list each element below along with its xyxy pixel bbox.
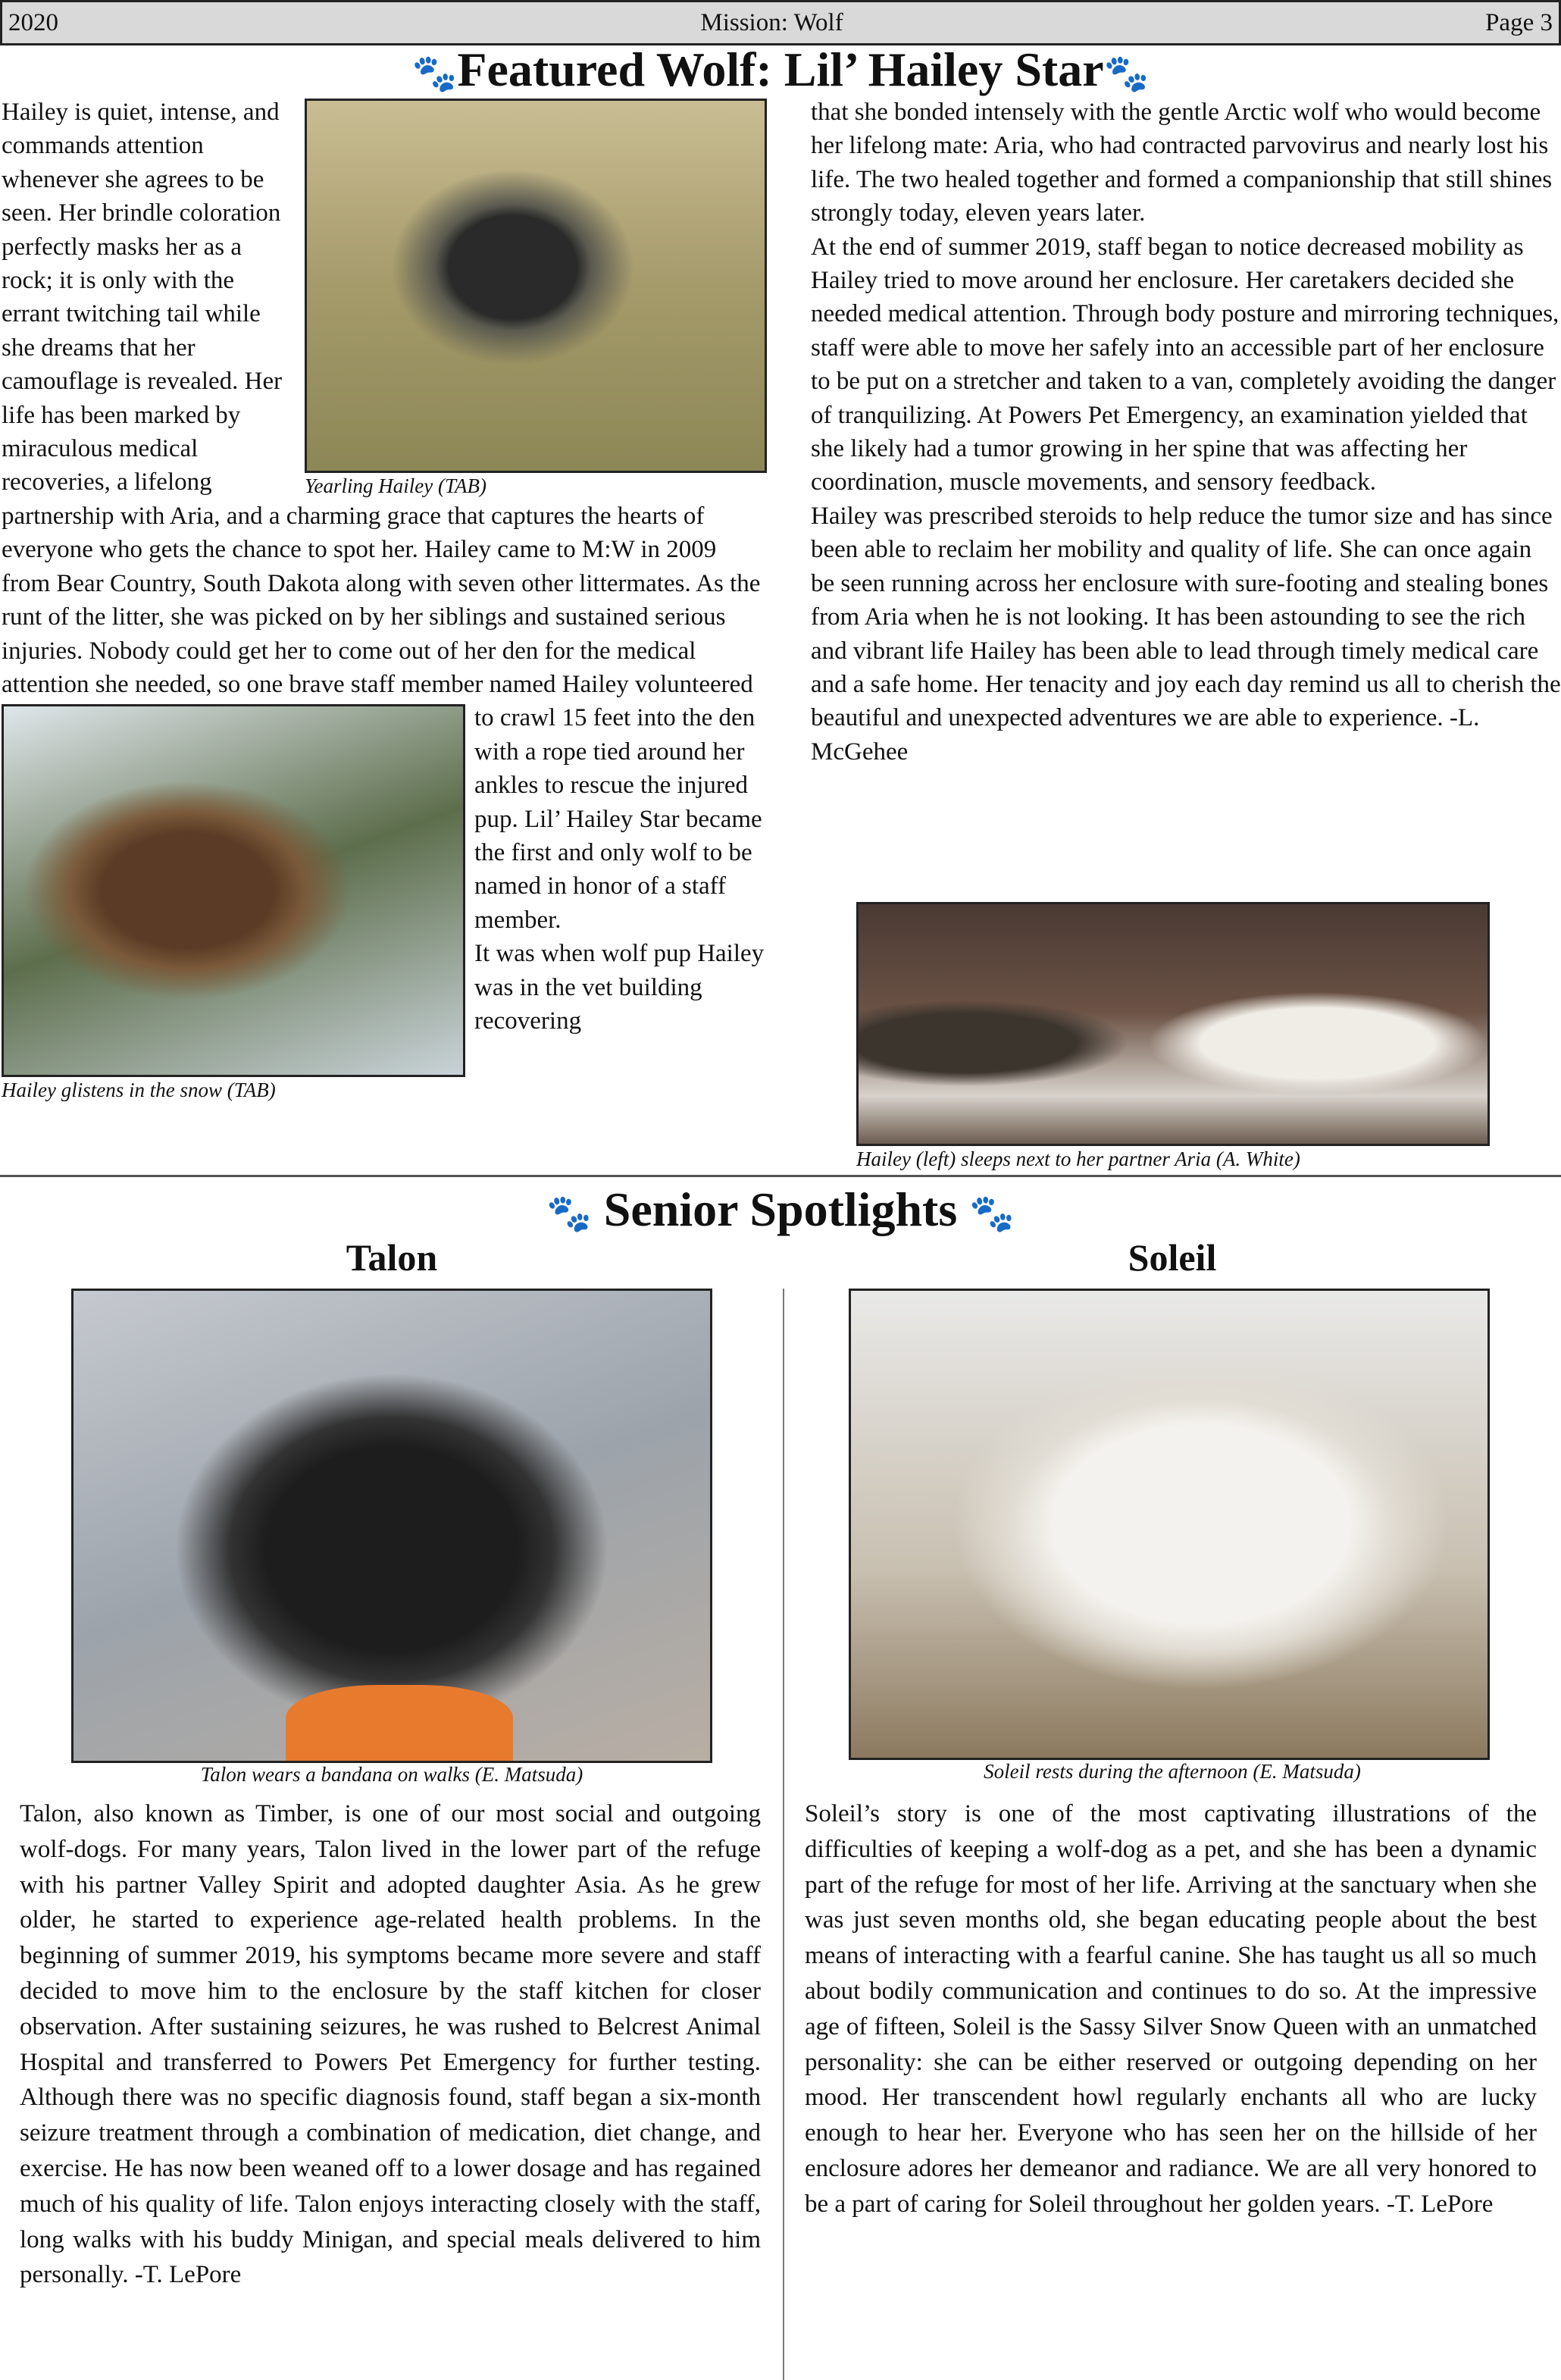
yearling-figure (305, 96, 767, 499)
paw-icon: 🐾 (1103, 54, 1150, 95)
partner-caption: Hailey (left) sleeps next to her partner Aria (A. White) (856, 1148, 1300, 1170)
hailey-snow-photo (2, 704, 465, 1077)
seniors-title-text: Senior Spotlights (603, 1182, 958, 1236)
yearling-hailey-photo (305, 99, 767, 473)
soleil-heading: Soleil (1128, 1236, 1217, 1279)
paw-icon: 🐾 (969, 1194, 1015, 1235)
soleil-text: Soleil’s story is one of the most captivating illustrations of the difficulties of keeping a wolf-dog as a pet, and she has been a dynamic part of the refuge for most of her life. Arriving at the sanctuary when she was just seven months old, she began educating people about the best means of interacting with a fearful canine. She has taught us all so much about bodily communication and continues to do so. At the impressive age of fifteen, Soleil is the Sassy Silver Snow Queen with an unmatched personality: she can be either reserved or outgoing depending on her mood. Her transcendent howl regularly enchants all who are lucky enough to hear her. Everyone who has seen her on the hillside of her enclosure adores her demeanor and radiance. We are all very honored to be a part of caring for Soleil throughout her golden years. -T. LePore (805, 1800, 1537, 2218)
snow-caption: Hailey glistens in the snow (TAB) (2, 1079, 276, 1102)
featured-paragraph: Hailey was prescribed steroids to help reduce the tumor size and has since been able to reclaim her mobility and quality of life. She can once again be seen running across her enclosure with sure-footing and stealing bones from Aria when he is not looking. It has been astounding to see the rich and vibrant life Hailey has been able to lead through timely medical care and a safe home. Her tenacity and joy each day remind us all to cherish the beautiful and unexpected adventures we are able to experience. -L. McGehee (811, 502, 1561, 766)
featured-paragraph: that she bonded intensely with the gentle Arctic wolf who would become her lifelong mate: Aria, who had contracted parvovirus and nearly lost his life. The two healed together and formed a companionship that still shines strongly today, eleven years later. (811, 99, 1553, 227)
featured-text-part3: It was when wolf pup Hailey was in the vet building recovering (474, 940, 765, 1035)
featured-text-part2: volunteered to crawl 15 feet into the den with a rope tied around her ankles to rescue the injured pup. Lil’ Hailey Star became the first and only wolf to be named in honor of a staff member. (474, 670, 762, 934)
featured-title-text: Featured Wolf: Lil’ Hailey Star (457, 42, 1104, 96)
talon-photo (71, 1289, 712, 1763)
header-year: 2020 (8, 8, 58, 36)
paw-icon: 🐾 (546, 1194, 592, 1235)
featured-left-column (2, 96, 767, 1103)
featured-paragraph: At the end of summer 2019, staff began to notice decreased mobility as Hailey tried to move around her enclosure. Her caretakers decided she needed medical attention. Through body posture and mirroring techniques, staff were able to move her safely into an accessible part of her enclosure to be put on a stretcher and taken to a van, completely avoiding the danger of tranquilizing. At Powers Pet Emergency, an examination yielded that she likely had a tumor growing in her spine that was affecting her coordination, muscle movements, and sensory feedback. (811, 233, 1559, 496)
snow-figure (2, 704, 465, 1103)
section-divider (0, 1175, 1561, 1177)
talon-heading: Talon (346, 1236, 438, 1279)
talon-text: Talon, also known as Timber, is one of our most social and outgoing wolf-dogs. For many years, Talon lived in the lower part of the refuge with his partner Valley Spirit and adopted daughter Asia. As he grew older, he started to experience age-related health problems. In the beginning of summer 2019, his symptoms became more severe and staff decided to move him to the enclosure by the staff kitchen for closer observation. After sustaining seizures, he was rushed to Belcrest Animal Hospital and transferred to Powers Pet Emergency for further testing. Although there was no specific diagnosis found, staff began a six-month seizure treatment through a combination of medication, diet change, and exercise. He has now been weaned off to a lower dosage and has regained much of his quality of life. Talon enjoys interacting closely with the staff, long walks with his buddy Minigan, and special meals delivered to him personally. -T. LePore (20, 1800, 761, 2289)
column-divider (783, 1289, 784, 2380)
header-publication: Mission: Wolf (700, 8, 843, 36)
soleil-photo (849, 1289, 1490, 1760)
talon-caption: Talon wears a bandana on walks (E. Matsuda) (200, 1763, 583, 1786)
header-page: Page 3 (1485, 8, 1553, 36)
featured-right-column (811, 96, 1561, 769)
soleil-caption: Soleil rests during the afternoon (E. Matsuda) (984, 1760, 1361, 1783)
yearling-caption: Yearling Hailey (TAB) (305, 474, 486, 497)
paw-icon: 🐾 (411, 54, 458, 95)
hailey-aria-photo (856, 902, 1490, 1146)
talon-bandana (286, 1685, 513, 1763)
page-header (0, 0, 1561, 45)
featured-text-part1: Hailey is quiet, intense, and commands attention whenever she agrees to be seen. Her brindle coloration perfectly masks her as a rock; it is only with the errant twitching tail while she dreams that her camouflage is revealed. Her life has been marked by miraculous medical recoveries, a lifelong partnership with Aria, and a charming grace that captures the hearts of everyone who gets the chance to spot her. Hailey came to M:W in 2009 from Bear Country, South Dakota along with seven other littermates. As the runt of the litter, she was picked on by her siblings and sustained serious injuries. Nobody could get her to come out of her den for the medical attention she needed, so one brave staff member named Hailey (2, 99, 761, 698)
